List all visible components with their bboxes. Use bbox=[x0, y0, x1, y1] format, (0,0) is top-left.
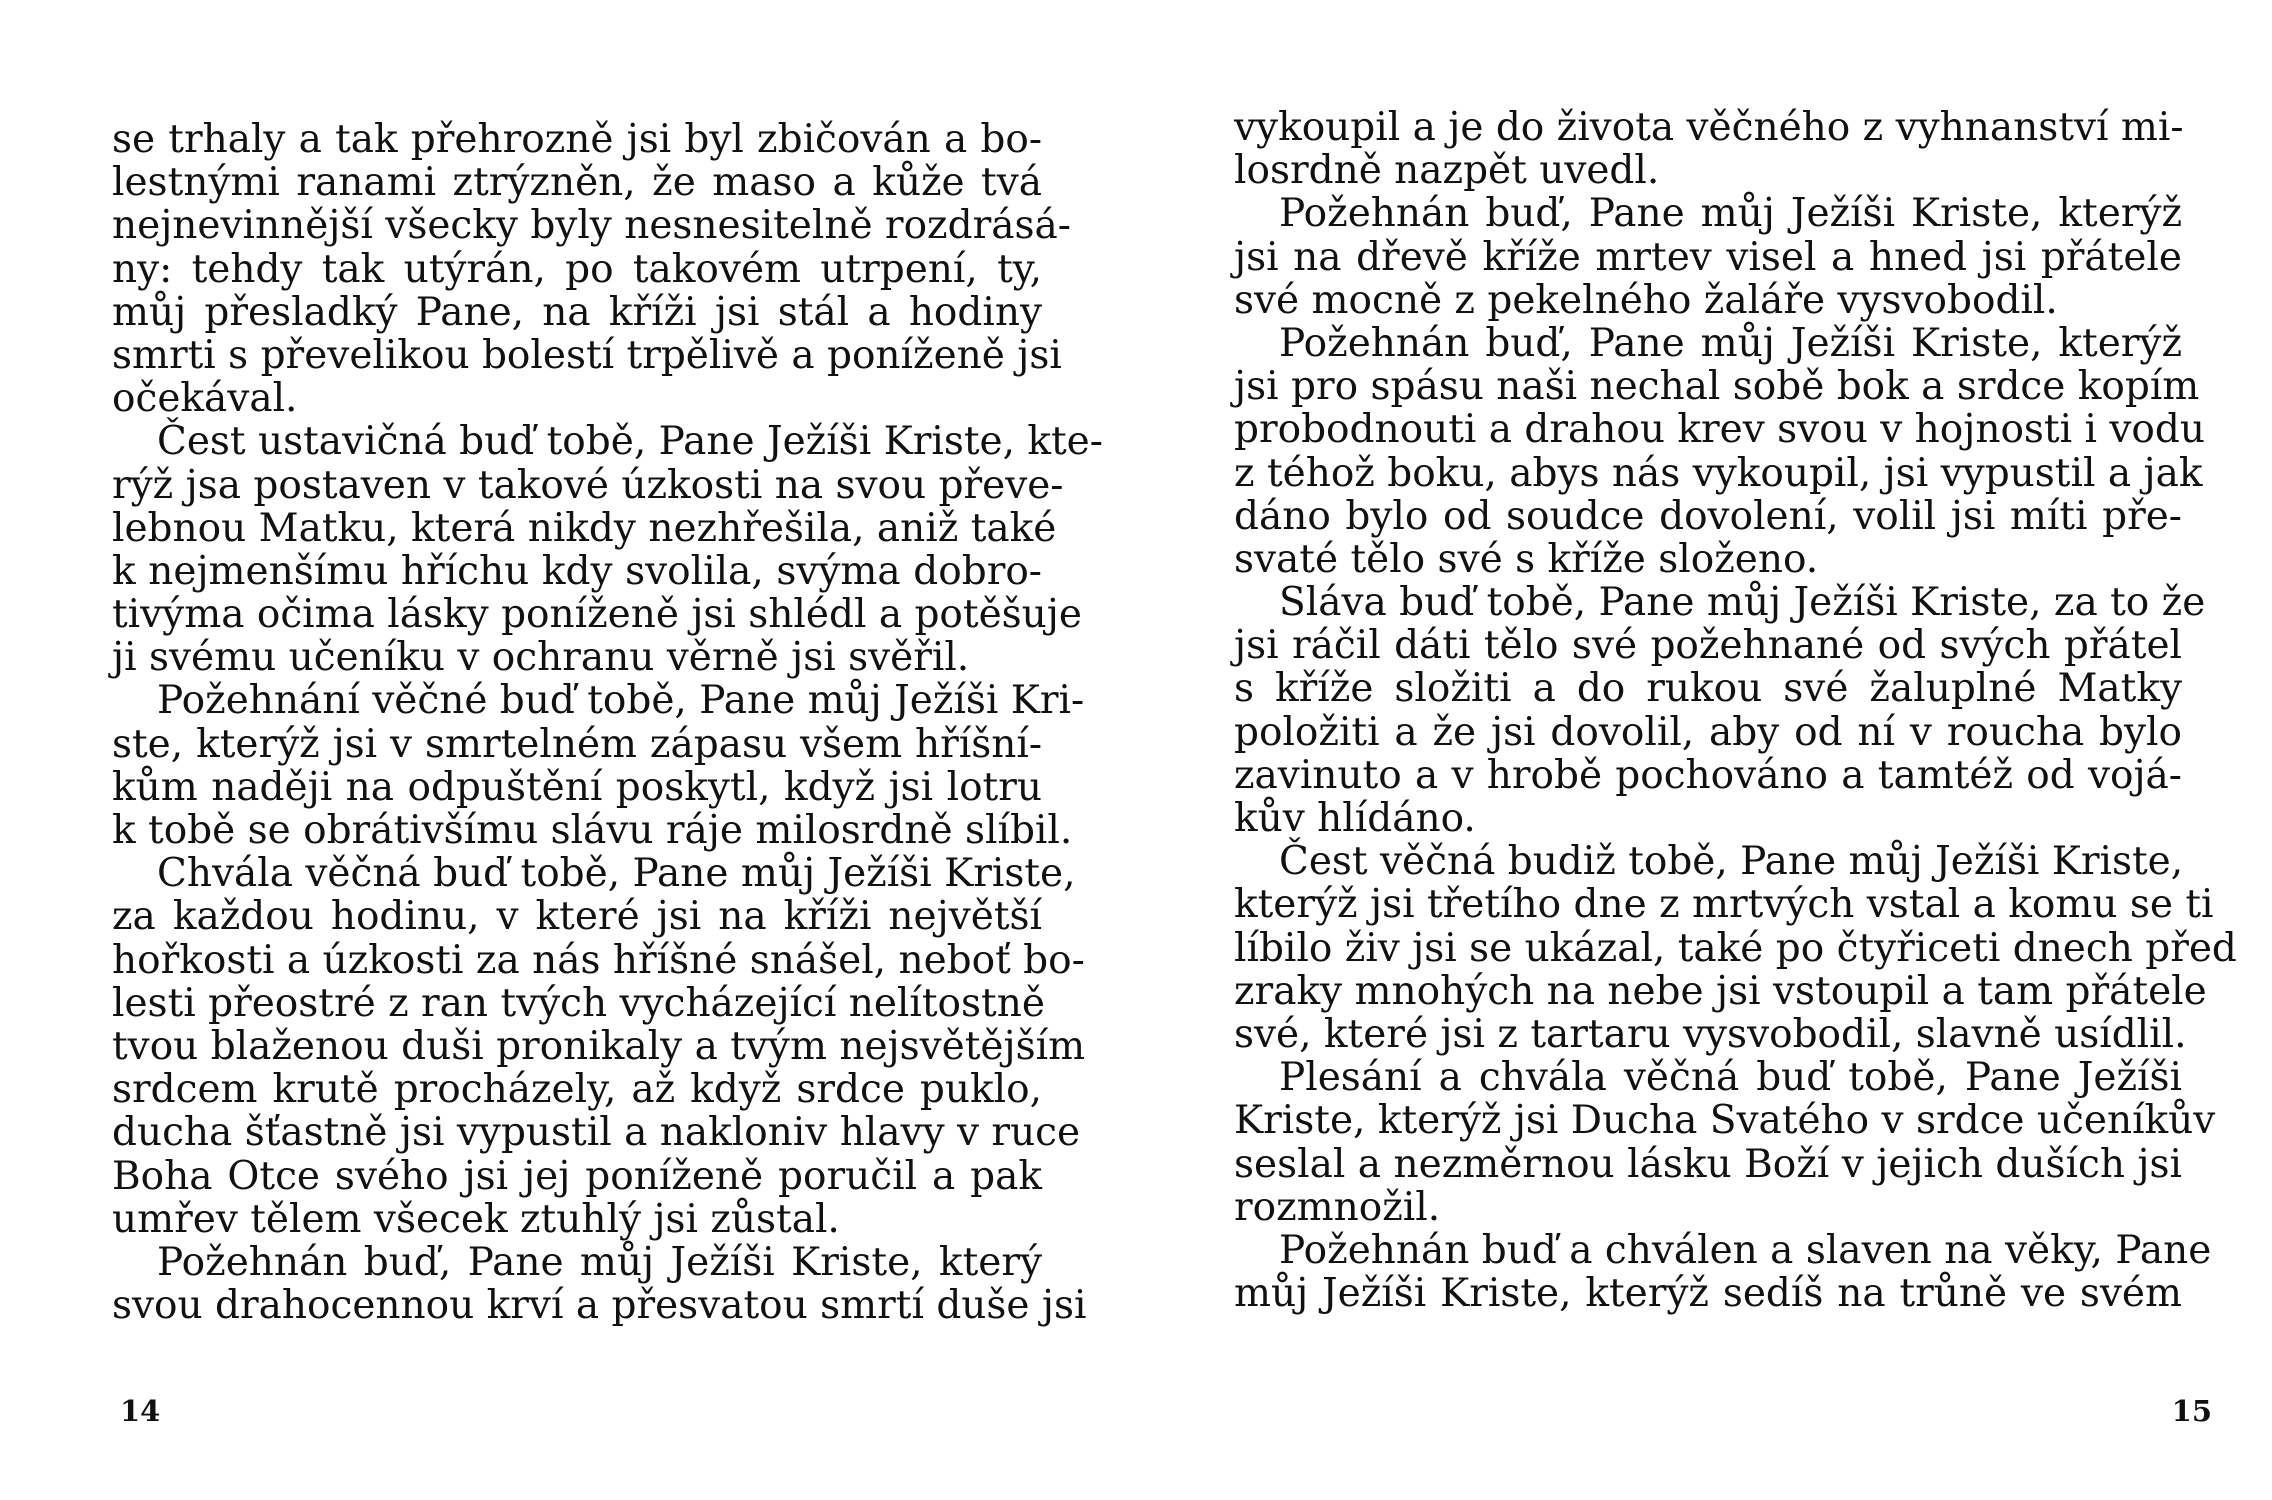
text-line: Sláva buď tobě, Pane můj Ježíši Kriste, za to že bbox=[1279, 580, 2206, 626]
text-line: ji svému učeníku v ochranu věrně jsi svěřil. bbox=[112, 635, 970, 681]
text-line: vykoupil a je do života věčného z vyhnanství mi- bbox=[1234, 105, 2184, 150]
text-line: jsi pro spásu naši nechal sobě bok a srdce kopím bbox=[1234, 364, 2200, 410]
text-line: Požehnán buď, Pane můj Ježíši Kriste, který bbox=[157, 1239, 1042, 1285]
text-line: z téhož boku, abys nás vykoupil, jsi vypustil a jak bbox=[1234, 450, 2203, 496]
text-line: Plesání a chvála věčná buď tobě, Pane Ježíši bbox=[1279, 1055, 2182, 1101]
text-line: Čest věčná budiž tobě, Pane můj Ježíši Kriste, bbox=[1279, 839, 2184, 885]
text-line: Chvála věčná buď tobě, Pane můj Ježíši Kriste, bbox=[157, 851, 1076, 897]
text-line: kům naději na odpuštění poskytl, když jsi lotru bbox=[112, 764, 1042, 810]
text-line: ste, kterýž jsi v smrtelném zápasu všem hříšní- bbox=[112, 721, 1042, 767]
text-line: nejnevinnější všecky byly nesnesitelně rozdrásá- bbox=[112, 203, 1071, 249]
right-page-text bbox=[1234, 105, 2237, 1317]
text-line: svou drahocennou krví a přesvatou smrtí duše jsi bbox=[112, 1283, 1087, 1329]
text-line: ny: tehdy tak utýrán, po takovém utrpení, ty, bbox=[112, 246, 1042, 292]
left-page-number: 14 bbox=[120, 1394, 161, 1428]
text-line: Čest ustavičná buď tobě, Pane Ježíši Kriste, kte- bbox=[157, 419, 1103, 465]
text-line: se trhaly a tak přehrozně jsi byl zbičován a bo- bbox=[112, 117, 1042, 162]
text-line: očekával. bbox=[112, 376, 298, 422]
text-line: položiti a že jsi dovolil, aby od ní v roucha bylo bbox=[1234, 709, 2182, 755]
text-line: tvou blaženou duši pronikaly a tvým nejsvětějším bbox=[112, 1023, 1086, 1069]
text-line: jsi na dřevě kříže mrtev visel a hned jsi přátele bbox=[1234, 234, 2182, 280]
text-line: rýž jsa postaven v takové úzkosti na svou převe- bbox=[112, 462, 1064, 508]
text-line: zavinuto a v hrobě pochováno a tamtéž od vojá- bbox=[1234, 752, 2182, 798]
text-line: můj Ježíši Kriste, kterýž sedíš na trůně ve svém bbox=[1234, 1271, 2182, 1317]
text-line: lestnými ranami ztrýzněn, že maso a kůže tvá bbox=[112, 160, 1042, 206]
text-line: seslal a nezměrnou lásku Boží v jejich duších jsi bbox=[1234, 1141, 2182, 1187]
text-line: Požehnání věčné buď tobě, Pane můj Ježíši Kri- bbox=[157, 678, 1085, 724]
text-line: umřev tělem všecek ztuhlý jsi zůstal. bbox=[112, 1196, 840, 1242]
text-line: tivýma očima lásky poníženě jsi shlédl a potěšuje bbox=[112, 592, 1082, 638]
text-line: srdcem krutě procházely, až když srdce puklo, bbox=[112, 1067, 1042, 1113]
text-line: smrti s převelikou bolestí trpělivě a poníženě jsi bbox=[112, 332, 1062, 378]
text-line: zraky mnohých na nebe jsi vstoupil a tam přátele bbox=[1234, 968, 2207, 1014]
text-line: své, které jsi z tartaru vysvobodil, slavně usídlil. bbox=[1234, 1011, 2187, 1057]
text-line: Kriste, kterýž jsi Ducha Svatého v srdce učeníkův bbox=[1234, 1098, 2216, 1144]
right-page-number: 15 bbox=[2171, 1394, 2212, 1428]
text-line: probodnouti a drahou krev svou v hojnosti i vodu bbox=[1234, 407, 2205, 453]
text-line: hořkosti a úzkosti za nás hříšné snášel, neboť bo- bbox=[112, 937, 1085, 983]
text-line: za každou hodinu, v které jsi na kříži největší bbox=[112, 894, 1042, 940]
text-line: líbilo živ jsi se ukázal, také po čtyřiceti dnech před bbox=[1234, 925, 2237, 971]
text-line: Boha Otce svého jsi jej poníženě poručil a pak bbox=[112, 1153, 1042, 1199]
text-line: své mocně z pekelného žaláře vysvobodil. bbox=[1234, 277, 2058, 323]
text-line: Požehnán buď, Pane můj Ježíši Kriste, kterýž bbox=[1279, 191, 2182, 237]
text-line: Požehnán buď a chválen a slaven na věky, Pane bbox=[1279, 1227, 2212, 1273]
text-line: losrdně nazpět uvedl. bbox=[1234, 148, 1660, 194]
text-line: můj přesladký Pane, na kříži jsi stál a hodiny bbox=[112, 289, 1042, 335]
text-line: s kříže složiti a do rukou své žaluplné Matky bbox=[1234, 666, 2182, 712]
text-line: kterýž jsi třetího dne z mrtvých vstal a komu se ti bbox=[1234, 882, 2214, 928]
left-page-text bbox=[112, 117, 1103, 1329]
text-line: k nejmenšímu hříchu kdy svolila, svýma dobro- bbox=[112, 548, 1042, 594]
text-line: k tobě se obrátivšímu slávu ráje milosrdně slíbil. bbox=[112, 808, 1073, 853]
text-line: Požehnán buď, Pane můj Ježíši Kriste, kterýž bbox=[1279, 320, 2182, 366]
text-line: lebnou Matku, která nikdy nezhřešila, aniž také bbox=[112, 505, 1057, 551]
text-line: kův hlídáno. bbox=[1234, 796, 1476, 841]
text-line: rozmnožil. bbox=[1234, 1184, 1441, 1230]
text-line: dáno bylo od soudce dovolení, volil jsi míti pře- bbox=[1234, 493, 2182, 539]
text-line: ducha šťastně jsi vypustil a nakloniv hlavy v ruce bbox=[112, 1110, 1081, 1156]
text-line: jsi ráčil dáti tělo své požehnané od svých přátel bbox=[1234, 623, 2182, 669]
text-line: svaté tělo své s kříže složeno. bbox=[1234, 536, 1819, 582]
text-line: lesti přeostré z ran tvých vycházející nelítostně bbox=[112, 980, 1045, 1026]
right-page bbox=[1136, 0, 2272, 1500]
